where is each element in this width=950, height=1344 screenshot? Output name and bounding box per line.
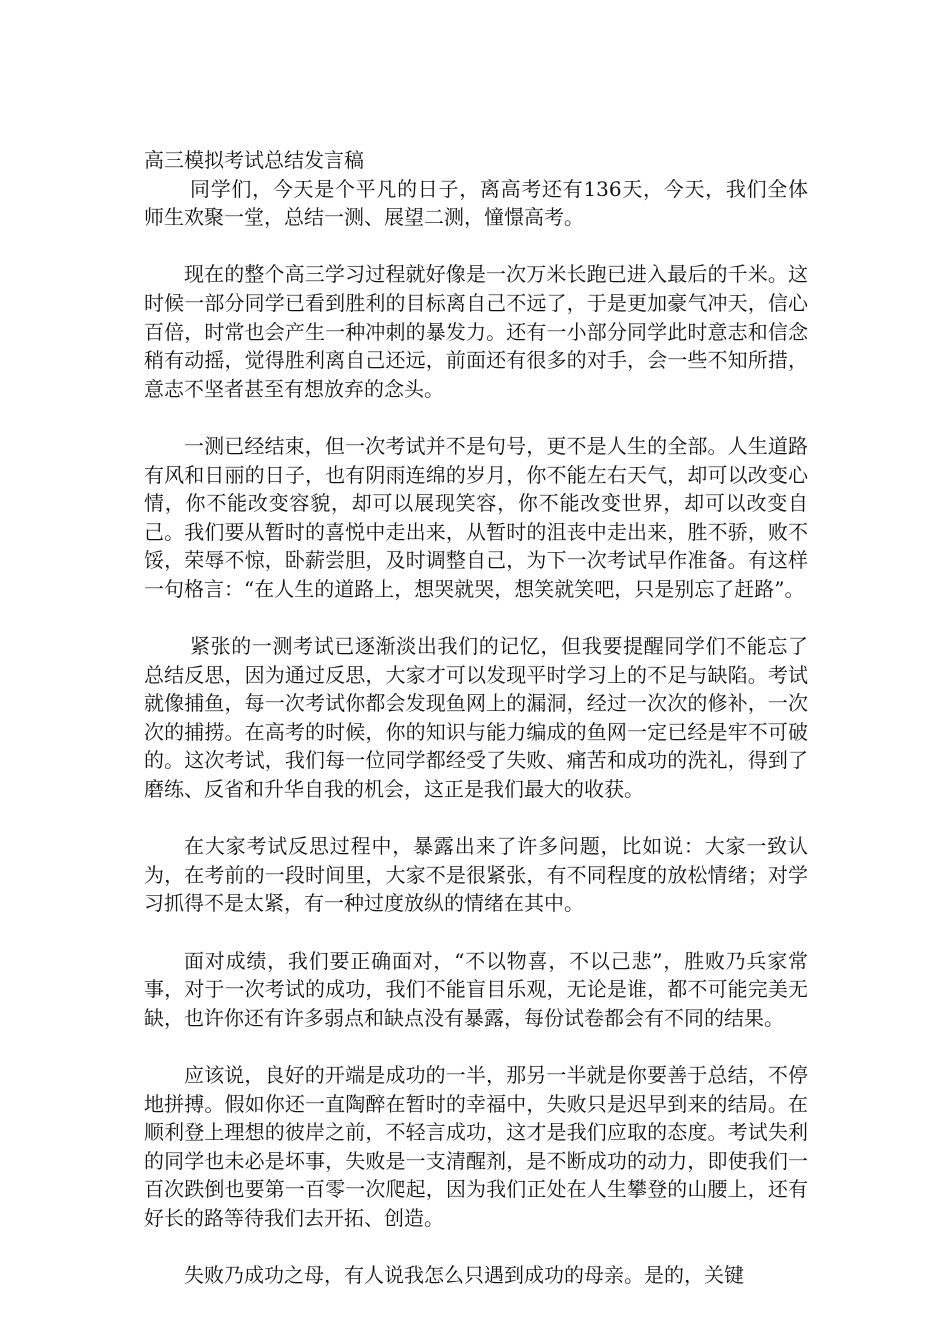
paragraph-reflection: 紧张的一测考试已逐渐淡出我们的记忆，但我要提醒同学们不能忘了总结反思，因为通过反思，大家才可以发现平时学习上的不足与缺陷。考试就像捕鱼，每一次考试你都会发现鱼网上的漏洞，经过一次次的修补，一次次的捕捞。在高考的时候，你的知识与能力编成的鱼网一定已经是牢不可破的。这次考试，我们每一位同学都经受了失败、痛苦和成功的洗礼，得到了磨练、反省和升华自我的机会，这正是我们最大的收获。: [144, 634, 808, 802]
paragraph-good-start: 应该说，良好的开端是成功的一半，那另一半就是你要善于总结，不停地拼搏。假如你还一直陶醉在暂时的幸福中，失败只是迟早到来的结局。在顺利登上理想的彼岸之前，不轻言成功，这才是我们应取的态度。考试失利的同学也未必是坏事，失败是一支清醒剂，是不断成功的动力，即使我们一百次跌倒也要第一百零一次爬起，因为我们正处在人生攀登的山腰上，还有好长的路等待我们去开拓、创造。: [144, 1063, 808, 1230]
paragraph-failure: 失败乃成功之母，有人说我怎么只遇到成功的母亲。是的，关键: [184, 1263, 744, 1288]
paragraph-greeting: 同学们，今天是个平凡的日子，离高考还有136天，今天，我们全体师生欢聚一堂，总结一测、展望二测，憧憬高考。: [144, 176, 808, 230]
document-body: [144, 146, 808, 1318]
paragraph-marathon: 现在的整个高三学习过程就好像是一次万米长跑已进入最后的千米。这时候一部分同学已看到胜利的目标离自己不远了，于是更加豪气冲天，信心百倍，时常也会产生一种冲刺的暴发力。还有一小部分同学此时意志和信念稍有动摇，觉得胜利离自己还远，前面还有很多的对手，会一些不知所措，意志不坚者甚至有想放弃的念头。: [144, 262, 808, 401]
paragraph-problems: 在大家考试反思过程中，暴露出来了许多问题，比如说：大家一致认为，在考前的一段时间里，大家不是很紧张，有不同程度的放松情绪；对学习抓得不是太紧，有一种过度放纵的情绪在其中。: [144, 834, 808, 916]
paragraph-first-exam-over: 一测已经结束，但一次考试并不是句号，更不是人生的全部。人生道路有风和日丽的日子，也有阴雨连绵的岁月，你不能左右天气，却可以改变心情，你不能改变容貌，却可以展现笑容，你不能改变世界，却可以改变自己。我们要从暂时的喜悦中走出来，从暂时的沮丧中走出来，胜不骄，败不馁，荣辱不惊，卧薪尝胆，及时调整自己，为下一次考试早作准备。有这样一句格言：“在人生的道路上，想哭就哭，想笑就笑吧，只是别忘了赶路”。: [144, 433, 808, 601]
paragraph-results: 面对成绩，我们要正确面对，“不以物喜，不以己悲”，胜败乃兵家常事，对于一次考试的成功，我们不能盲目乐观，无论是谁，都不可能完美无缺，也许你还有许多弱点和缺点没有暴露，每份试卷都会有不同的结果。: [144, 948, 808, 1030]
document-title: 高三模拟考试总结发言稿: [144, 148, 364, 172]
